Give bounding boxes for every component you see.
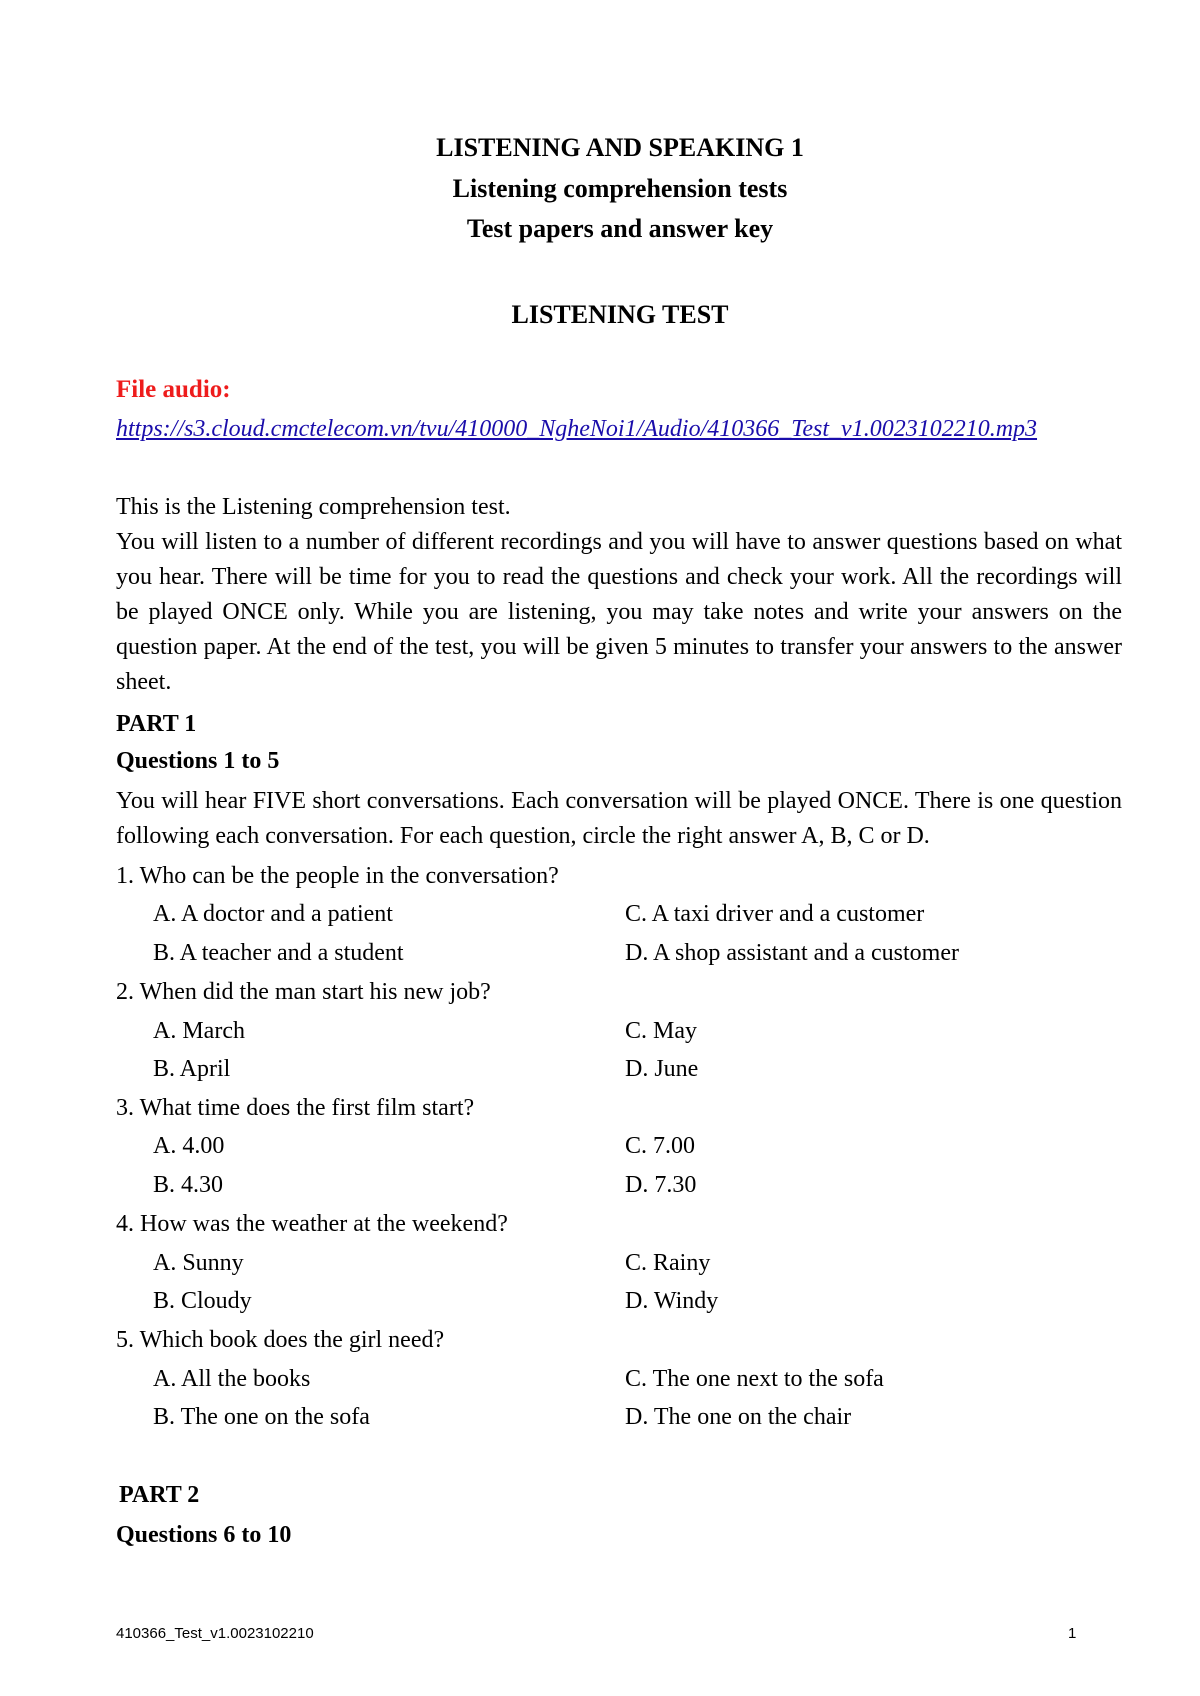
option-c: C. May (625, 1018, 697, 1044)
part1-title: PART 1 (116, 711, 197, 737)
option-d: D. Windy (625, 1288, 719, 1314)
subtitle-tests: Listening comprehension tests (452, 174, 788, 203)
intro-line: This is the Listening comprehension test. (116, 494, 511, 520)
option-a: A. March (153, 1018, 245, 1044)
option-b: B. 4.30 (153, 1172, 224, 1198)
option-b: B. April (153, 1056, 231, 1082)
option-d: D. The one on the chair (625, 1404, 852, 1430)
part1-questions-heading: Questions 1 to 5 (116, 748, 280, 774)
part2-title: PART 2 (119, 1482, 200, 1508)
subtitle-answer-key: Test papers and answer key (466, 214, 774, 243)
footer-doc-id: 410366_Test_v1.0023102210 (116, 1625, 314, 1642)
part1-instructions: You will hear FIVE short conversations. Each conversation will be played ONCE. There is one question following each conversation. For each question, circle the right answer A, B, C or D. (116, 788, 1122, 849)
part2-questions-heading: Questions 6 to 10 (116, 1522, 292, 1548)
question-text: 3. What time does the first film start? (116, 1095, 475, 1121)
option-b: B. The one on the sofa (153, 1404, 370, 1430)
section-title: LISTENING TEST (511, 300, 729, 329)
audio-label: File audio: (116, 376, 231, 403)
option-b: B. A teacher and a student (153, 940, 404, 966)
option-a: A. A doctor and a patient (153, 901, 393, 927)
question-text: 1. Who can be the people in the conversation? (116, 863, 559, 889)
option-a: A. 4.00 (153, 1133, 225, 1159)
course-title: LISTENING AND SPEAKING 1 (436, 133, 804, 162)
option-c: C. 7.00 (625, 1133, 696, 1159)
audio-link[interactable]: https://s3.cloud.cmctelecom.vn/tvu/410000_NgheNoi1/Audio/410366_Test_v1.0023102210.mp3 (116, 416, 1038, 442)
option-d: D. 7.30 (625, 1172, 697, 1198)
question-text: 2. When did the man start his new job? (116, 979, 491, 1005)
option-c: C. Rainy (625, 1250, 711, 1276)
question-text: 4. How was the weather at the weekend? (116, 1211, 508, 1237)
option-c: C. A taxi driver and a customer (625, 901, 925, 927)
option-d: D. A shop assistant and a customer (625, 940, 959, 966)
option-d: D. June (625, 1056, 699, 1082)
page-number: 1 (1068, 1625, 1077, 1642)
option-b: B. Cloudy (153, 1288, 252, 1314)
option-a: A. Sunny (153, 1250, 244, 1276)
option-a: A. All the books (153, 1366, 311, 1392)
option-c: C. The one next to the sofa (625, 1366, 884, 1392)
question-text: 5. Which book does the girl need? (116, 1327, 445, 1353)
intro-paragraph: You will listen to a number of different recordings and you will have to answer questions based on what you hear. There will be time for you to read the questions and check your work. All the recordings will be played ONCE only. While you are listening, you may take notes and write your answers on the question paper. At the end of the test, you will be given 5 minutes to transfer your answers to the answer sheet. (116, 529, 1122, 695)
